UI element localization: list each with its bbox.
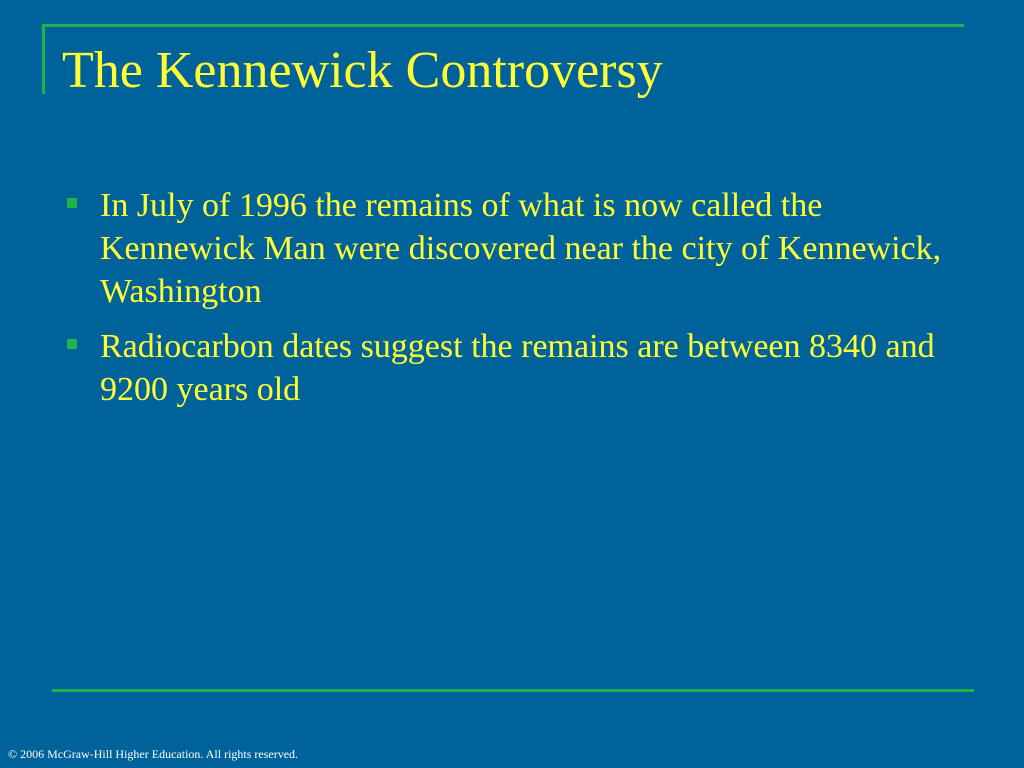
bullet-text: In July of 1996 the remains of what is now called the Kennewick Man were discovered near the city of Kennewick, Washington: [100, 187, 942, 310]
bullet-text: Radiocarbon dates suggest the remains are between 8340 and 9200 years old: [100, 328, 935, 408]
copyright-footer: © 2006 McGraw-Hill Higher Education. All rights reserved.: [8, 747, 299, 761]
bullet-list: [62, 184, 962, 423]
slide-title: The Kennewick Controversy: [62, 42, 663, 99]
bullet-item: [62, 184, 962, 313]
left-rule-line: [42, 24, 45, 94]
square-bullet-icon: [62, 184, 100, 228]
square-bullet-icon: [62, 325, 100, 369]
top-rule-line: [42, 24, 964, 27]
bottom-rule-line: [52, 689, 974, 692]
bullet-item: [62, 325, 962, 411]
